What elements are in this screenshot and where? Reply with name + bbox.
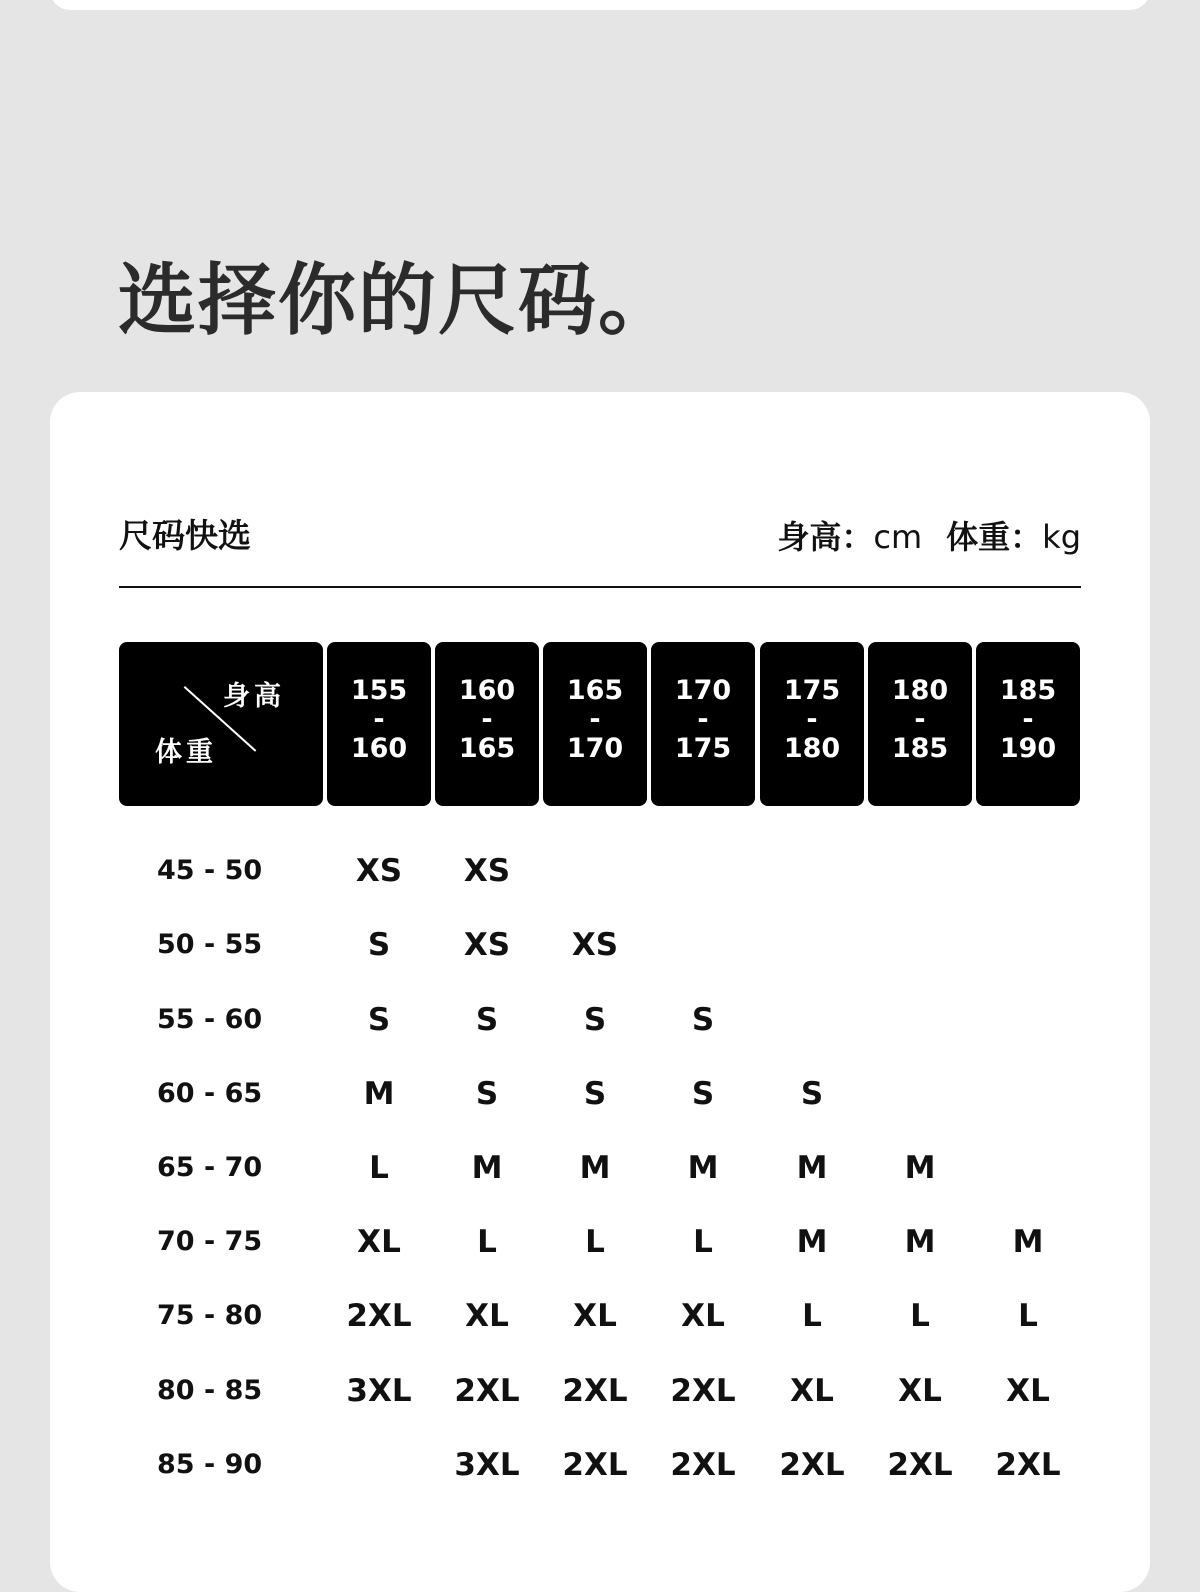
size-cell: 2XL [346,1298,412,1334]
size-cell: L [693,1224,713,1260]
size-cell: S [583,1076,607,1112]
height-range-from: 160 [458,675,516,706]
size-cell: M [579,1150,611,1186]
height-unit: cm [873,518,923,556]
size-cell: XL [898,1373,942,1409]
corner-weight-label: 体重 [155,737,217,768]
size-cell: M [363,1076,395,1112]
size-cell: S [475,1002,499,1038]
size-chart-card [50,392,1150,1592]
corner-height-label: 身高 [223,681,285,712]
size-quick-select-title: 尺码快选 [119,516,251,555]
size-cell: 2XL [562,1447,628,1483]
size-cell: S [367,1002,391,1038]
size-cell: M [471,1150,503,1186]
weight-range-label: 55 - 60 [157,1004,263,1035]
height-column-header [543,642,647,806]
size-cell: M [904,1224,936,1260]
size-cell: 2XL [562,1373,628,1409]
size-cell: XL [790,1373,834,1409]
size-cell: XL [681,1298,725,1334]
size-cell: S [691,1002,715,1038]
height-range-from: 170 [674,675,732,706]
height-range-to: 180 [783,733,841,764]
weight-unit-label: 体重： [946,518,1043,556]
height-column-header [435,642,539,806]
height-range-to: 190 [999,733,1057,764]
weight-range-label: 75 - 80 [157,1300,263,1331]
size-cell: L [477,1224,497,1260]
size-cell: L [910,1298,930,1334]
height-range-from: 180 [891,675,949,706]
weight-range-label: 65 - 70 [157,1152,263,1183]
size-cell: XS [571,927,619,963]
size-cell: S [475,1076,499,1112]
height-range-sep: - [589,704,601,735]
height-range-sep: - [914,704,926,735]
weight-range-label: 70 - 75 [157,1226,263,1257]
height-range-from: 175 [783,675,841,706]
size-cell: M [687,1150,719,1186]
size-cell: S [583,1002,607,1038]
size-chart-header [119,510,1081,588]
height-range-from: 155 [350,675,408,706]
size-cell: 3XL [346,1373,412,1409]
size-cell: 2XL [887,1447,953,1483]
size-cell: XS [355,853,403,889]
size-cell: M [1012,1224,1044,1260]
height-range-to: 175 [674,733,732,764]
size-cell: M [796,1224,828,1260]
size-cell: M [904,1150,936,1186]
height-range-from: 185 [999,675,1057,706]
size-cell: 2XL [454,1373,520,1409]
size-cell: S [367,927,391,963]
height-column-header [760,642,864,806]
size-cell: XL [357,1224,401,1260]
size-cell: L [369,1150,389,1186]
previous-card-edge [50,0,1150,10]
height-range-sep: - [806,704,818,735]
size-cell: 2XL [670,1447,736,1483]
size-cell: L [802,1298,822,1334]
height-range-sep: - [373,704,385,735]
weight-range-label: 45 - 50 [157,855,263,886]
height-range-to: 160 [350,733,408,764]
height-range-to: 165 [458,733,516,764]
size-cell: 2XL [670,1373,736,1409]
height-column-header [327,642,431,806]
table-corner-cell [119,642,323,806]
size-cell: XL [573,1298,617,1334]
size-cell: XL [1006,1373,1050,1409]
height-range-sep: - [1022,704,1034,735]
size-cell: M [796,1150,828,1186]
height-range-to: 185 [891,733,949,764]
height-column-header [868,642,972,806]
height-unit-label: 身高： [777,518,874,556]
size-cell: XS [463,853,511,889]
page-title: 选择你的尺码。 [118,256,679,346]
weight-range-label: 50 - 55 [157,929,263,960]
size-cell: 2XL [995,1447,1061,1483]
height-range-from: 165 [566,675,624,706]
height-column-header [976,642,1080,806]
size-cell: 3XL [454,1447,520,1483]
height-range-to: 170 [566,733,624,764]
size-cell: L [585,1224,605,1260]
size-cell: S [800,1076,824,1112]
weight-range-label: 85 - 90 [157,1449,263,1480]
weight-range-label: 60 - 65 [157,1078,263,1109]
size-cell: 2XL [779,1447,845,1483]
height-column-header [651,642,755,806]
weight-range-label: 80 - 85 [157,1375,263,1406]
size-cell: L [1018,1298,1038,1334]
size-cell: XS [463,927,511,963]
unit-legend [777,512,1081,558]
height-range-sep: - [697,704,709,735]
height-range-sep: - [481,704,493,735]
weight-unit: kg [1042,518,1081,556]
size-cell: XL [465,1298,509,1334]
size-cell: S [691,1076,715,1112]
